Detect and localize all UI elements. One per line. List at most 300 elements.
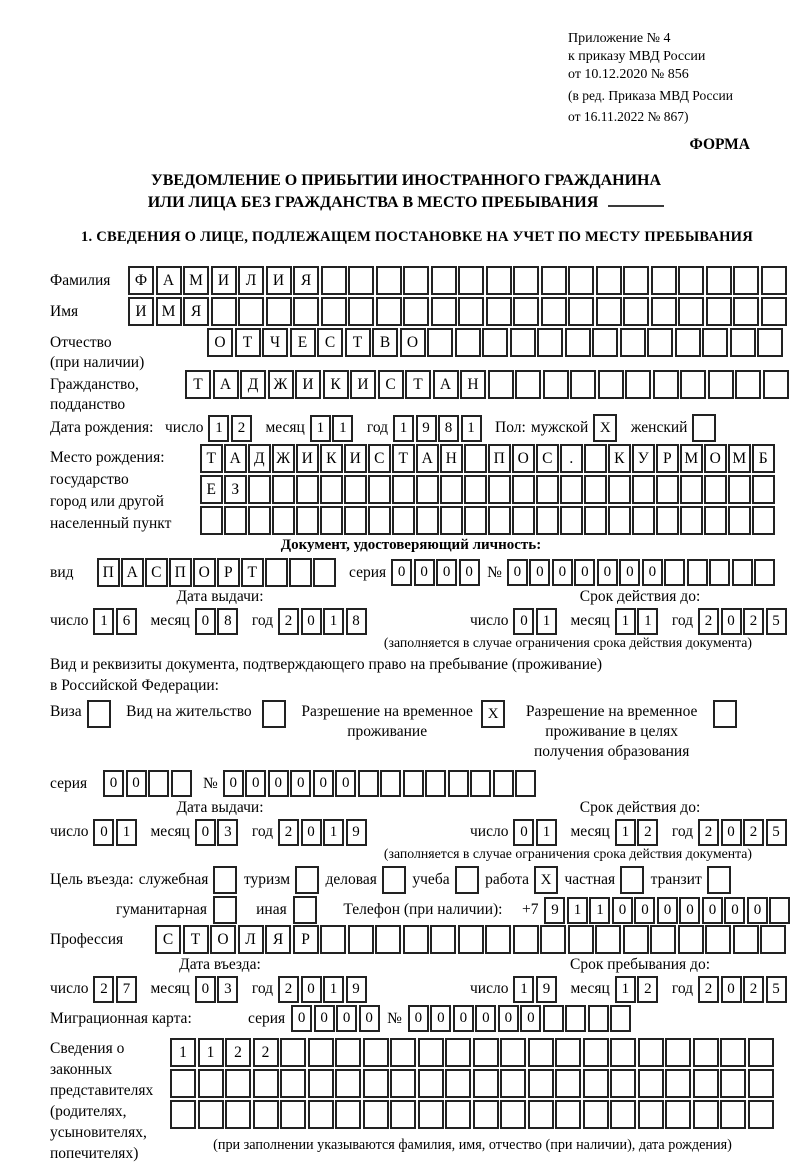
doc-number-cell[interactable] <box>709 559 730 586</box>
temp-residence-checkbox[interactable] <box>481 700 507 728</box>
surname-cell[interactable] <box>321 266 347 295</box>
profession-cell[interactable] <box>760 925 786 954</box>
phone-cell[interactable]: 1 <box>567 897 588 924</box>
firstname-cell[interactable] <box>651 297 677 326</box>
residence-number-cells[interactable] <box>223 770 538 797</box>
birthplace-cell[interactable]: К <box>608 444 631 473</box>
stay-year-cell[interactable]: 0 <box>721 976 742 1003</box>
patronymic-cell[interactable]: Т <box>235 328 261 357</box>
representatives-cell[interactable] <box>610 1100 636 1129</box>
residence-expiry-day-cell[interactable]: 1 <box>536 819 557 846</box>
profession-cell[interactable]: Я <box>265 925 291 954</box>
patronymic-cell[interactable] <box>592 328 618 357</box>
residence-issue-day-cells[interactable] <box>93 819 138 846</box>
birthplace-cell[interactable] <box>704 506 727 535</box>
firstname-cell[interactable] <box>596 297 622 326</box>
firstname-cell[interactable] <box>293 297 319 326</box>
expiry-year-cell[interactable]: 2 <box>743 608 764 635</box>
surname-cell[interactable] <box>376 266 402 295</box>
birthplace-cell[interactable] <box>584 444 607 473</box>
firstname-cell[interactable] <box>678 297 704 326</box>
purpose-tourism-box[interactable] <box>295 866 319 894</box>
residence-number-cell[interactable]: 0 <box>245 770 266 797</box>
birthplace-cell[interactable] <box>752 506 775 535</box>
residence-expiry-year-cell[interactable]: 2 <box>743 819 764 846</box>
birthplace-cell[interactable] <box>536 506 559 535</box>
issue-year-cell[interactable]: 8 <box>346 608 367 635</box>
birthplace-cell[interactable] <box>560 506 583 535</box>
representatives-cell[interactable] <box>665 1069 691 1098</box>
residence-issue-day-cell[interactable]: 0 <box>93 819 114 846</box>
firstname-cell[interactable]: М <box>156 297 182 326</box>
surname-cell[interactable]: Я <box>293 266 319 295</box>
phone-cell[interactable]: 0 <box>679 897 700 924</box>
representatives-cell[interactable]: 1 <box>170 1038 196 1067</box>
surname-cell[interactable] <box>541 266 567 295</box>
birthplace-cell[interactable] <box>704 475 727 504</box>
stay-year-cells[interactable] <box>698 976 788 1003</box>
phone-cell[interactable]: 0 <box>702 897 723 924</box>
citizenship-cell[interactable] <box>763 370 789 399</box>
representatives-cell[interactable] <box>638 1100 664 1129</box>
birthplace-cell[interactable]: З <box>224 475 247 504</box>
firstname-cell[interactable] <box>403 297 429 326</box>
migration-number-cells[interactable] <box>408 1005 633 1032</box>
phone-cell[interactable]: 9 <box>544 897 565 924</box>
residence-issue-year-cell[interactable]: 1 <box>323 819 344 846</box>
profession-cell[interactable] <box>430 925 456 954</box>
residence-series-cell[interactable] <box>171 770 192 797</box>
issue-day-cell[interactable]: 1 <box>93 608 114 635</box>
visa-box[interactable] <box>87 700 111 728</box>
birthplace-cells-row2[interactable] <box>200 475 776 505</box>
sex-female-box[interactable] <box>692 414 716 442</box>
profession-cells[interactable] <box>155 925 788 954</box>
citizenship-cell[interactable]: Т <box>405 370 431 399</box>
birthplace-cell[interactable] <box>656 475 679 504</box>
birthplace-cell[interactable] <box>728 475 751 504</box>
representatives-cell[interactable] <box>198 1100 224 1129</box>
doc-number-cell[interactable]: 0 <box>597 559 618 586</box>
migration-number-cell[interactable]: 0 <box>520 1005 541 1032</box>
doc-kind-cell[interactable] <box>313 558 336 587</box>
residence-number-cell[interactable] <box>515 770 536 797</box>
representatives-cell[interactable] <box>528 1100 554 1129</box>
residence-number-cell[interactable] <box>358 770 379 797</box>
representatives-cell[interactable] <box>308 1100 334 1129</box>
doc-kind-cell[interactable]: П <box>97 558 120 587</box>
profession-cell[interactable] <box>705 925 731 954</box>
residence-number-cell[interactable] <box>380 770 401 797</box>
entry-year-cell[interactable]: 2 <box>278 976 299 1003</box>
doc-number-cell[interactable]: 0 <box>642 559 663 586</box>
surname-cell[interactable] <box>623 266 649 295</box>
doc-kind-cell[interactable]: Р <box>217 558 240 587</box>
representatives-cell[interactable] <box>610 1038 636 1067</box>
migration-series-cells[interactable] <box>291 1005 381 1032</box>
birthplace-cell[interactable] <box>272 475 295 504</box>
doc-number-cell[interactable] <box>664 559 685 586</box>
representatives-cell[interactable] <box>528 1038 554 1067</box>
stay-year-cell[interactable]: 5 <box>766 976 787 1003</box>
birthplace-cell[interactable] <box>440 506 463 535</box>
representatives-cell[interactable] <box>445 1069 471 1098</box>
purpose-business-box[interactable] <box>382 866 406 894</box>
migration-series-cell[interactable]: 0 <box>291 1005 312 1032</box>
birthplace-cells-row3[interactable] <box>200 506 776 536</box>
birthplace-cell[interactable] <box>416 475 439 504</box>
representatives-cell[interactable] <box>390 1069 416 1098</box>
representatives-cell[interactable] <box>418 1069 444 1098</box>
surname-cell[interactable] <box>761 266 787 295</box>
birthplace-cell[interactable] <box>440 475 463 504</box>
birthplace-cell[interactable] <box>320 506 343 535</box>
representatives-cell[interactable] <box>473 1038 499 1067</box>
representatives-cell[interactable] <box>610 1069 636 1098</box>
birth-month-cell[interactable]: 1 <box>332 415 353 442</box>
representatives-cell[interactable] <box>638 1069 664 1098</box>
expiry-year-cell[interactable]: 0 <box>721 608 742 635</box>
representatives-cell[interactable] <box>638 1038 664 1067</box>
birthplace-cell[interactable] <box>632 506 655 535</box>
surname-cell[interactable] <box>568 266 594 295</box>
representatives-cell[interactable] <box>335 1069 361 1098</box>
residence-issue-month-cell[interactable]: 0 <box>195 819 216 846</box>
surname-cell[interactable] <box>348 266 374 295</box>
doc-number-cell[interactable]: 0 <box>574 559 595 586</box>
doc-kind-cells[interactable] <box>97 558 337 587</box>
citizenship-cell[interactable]: А <box>213 370 239 399</box>
patronymic-cell[interactable] <box>620 328 646 357</box>
doc-series-cell[interactable]: 0 <box>414 559 435 586</box>
phone-cell[interactable]: 0 <box>612 897 633 924</box>
birthplace-cell[interactable] <box>368 475 391 504</box>
sex-male-box[interactable]: X <box>593 414 617 442</box>
surname-cell[interactable] <box>458 266 484 295</box>
citizenship-cell[interactable]: И <box>350 370 376 399</box>
birthplace-cell[interactable] <box>608 506 631 535</box>
birthplace-cell[interactable] <box>680 506 703 535</box>
representatives-cell[interactable] <box>445 1100 471 1129</box>
representatives-cell[interactable]: 1 <box>198 1038 224 1067</box>
representatives-cell[interactable] <box>555 1100 581 1129</box>
profession-cell[interactable] <box>650 925 676 954</box>
firstname-cell[interactable] <box>623 297 649 326</box>
citizenship-cells[interactable] <box>185 370 790 399</box>
purpose-business-checkbox[interactable] <box>382 866 408 894</box>
residence-expiry-month-cell[interactable]: 2 <box>637 819 658 846</box>
patronymic-cell[interactable] <box>455 328 481 357</box>
patronymic-cell[interactable] <box>675 328 701 357</box>
residence-issue-year-cell[interactable]: 9 <box>346 819 367 846</box>
birthplace-cell[interactable]: И <box>296 444 319 473</box>
migration-number-cell[interactable] <box>610 1005 631 1032</box>
profession-cell[interactable] <box>513 925 539 954</box>
profession-cell[interactable]: Р <box>293 925 319 954</box>
representatives-cell[interactable] <box>363 1038 389 1067</box>
phone-cells[interactable] <box>544 897 792 924</box>
firstname-cell[interactable] <box>513 297 539 326</box>
phone-cell[interactable]: 0 <box>747 897 768 924</box>
representatives-cell[interactable] <box>418 1038 444 1067</box>
birthplace-cell[interactable] <box>536 475 559 504</box>
representatives-cell[interactable] <box>225 1100 251 1129</box>
surname-cell[interactable] <box>733 266 759 295</box>
purpose-official-box[interactable] <box>213 866 237 894</box>
surname-cell[interactable] <box>706 266 732 295</box>
profession-cell[interactable] <box>595 925 621 954</box>
residence-series-cell[interactable] <box>148 770 169 797</box>
representatives-cell[interactable] <box>363 1100 389 1129</box>
expiry-month-cells[interactable] <box>615 608 660 635</box>
entry-year-cell[interactable]: 0 <box>301 976 322 1003</box>
profession-cell[interactable] <box>568 925 594 954</box>
expiry-day-cell[interactable]: 0 <box>513 608 534 635</box>
stay-day-cell[interactable]: 9 <box>536 976 557 1003</box>
birthplace-cell[interactable] <box>296 475 319 504</box>
patronymic-cell[interactable] <box>510 328 536 357</box>
purpose-other-checkbox[interactable] <box>293 896 319 924</box>
citizenship-cell[interactable] <box>680 370 706 399</box>
representatives-cell[interactable] <box>555 1069 581 1098</box>
representatives-cell[interactable] <box>390 1038 416 1067</box>
patronymic-cell[interactable] <box>702 328 728 357</box>
birth-year-cell[interactable]: 1 <box>461 415 482 442</box>
residence-issue-day-cell[interactable]: 1 <box>116 819 137 846</box>
migration-series-cell[interactable]: 0 <box>359 1005 380 1032</box>
representatives-cell[interactable] <box>720 1038 746 1067</box>
citizenship-cell[interactable]: А <box>433 370 459 399</box>
representatives-cell[interactable] <box>335 1038 361 1067</box>
birthplace-cell[interactable] <box>248 475 271 504</box>
migration-number-cell[interactable]: 0 <box>475 1005 496 1032</box>
firstname-cell[interactable] <box>706 297 732 326</box>
visa-checkbox[interactable] <box>87 700 113 728</box>
doc-number-cell[interactable] <box>754 559 775 586</box>
profession-cell[interactable] <box>320 925 346 954</box>
residence-number-cell[interactable]: 0 <box>290 770 311 797</box>
citizenship-cell[interactable]: Н <box>460 370 486 399</box>
profession-cell[interactable] <box>403 925 429 954</box>
citizenship-cell[interactable] <box>625 370 651 399</box>
surname-cell[interactable]: Л <box>238 266 264 295</box>
surname-cell[interactable] <box>596 266 622 295</box>
doc-kind-cell[interactable]: С <box>145 558 168 587</box>
purpose-tourism-checkbox[interactable] <box>295 866 321 894</box>
birthplace-cell[interactable] <box>488 506 511 535</box>
doc-kind-cell[interactable]: А <box>121 558 144 587</box>
profession-cell[interactable]: О <box>210 925 236 954</box>
expiry-year-cells[interactable] <box>698 608 788 635</box>
doc-kind-cell[interactable]: Т <box>241 558 264 587</box>
birthplace-cell[interactable]: Т <box>200 444 223 473</box>
stay-year-cell[interactable]: 2 <box>698 976 719 1003</box>
stay-month-cell[interactable]: 2 <box>637 976 658 1003</box>
firstname-cell[interactable] <box>733 297 759 326</box>
representatives-cell[interactable]: 2 <box>253 1038 279 1067</box>
patronymic-cell[interactable]: Т <box>345 328 371 357</box>
issue-year-cells[interactable] <box>278 608 368 635</box>
entry-day-cell[interactable]: 7 <box>116 976 137 1003</box>
firstname-cell[interactable]: Я <box>183 297 209 326</box>
citizenship-cell[interactable] <box>570 370 596 399</box>
birthplace-cell[interactable] <box>392 506 415 535</box>
birthplace-cell[interactable] <box>656 506 679 535</box>
surname-cell[interactable]: М <box>183 266 209 295</box>
representatives-cell[interactable] <box>335 1100 361 1129</box>
birthplace-cell[interactable] <box>464 444 487 473</box>
purpose-study-box[interactable] <box>455 866 479 894</box>
migration-number-cell[interactable]: 0 <box>408 1005 429 1032</box>
profession-cell[interactable]: С <box>155 925 181 954</box>
stay-month-cells[interactable] <box>615 976 660 1003</box>
doc-number-cell[interactable]: 0 <box>619 559 640 586</box>
representatives-cell[interactable] <box>280 1069 306 1098</box>
profession-cell[interactable] <box>678 925 704 954</box>
doc-kind-cell[interactable]: П <box>169 558 192 587</box>
phone-cell[interactable] <box>769 897 790 924</box>
representatives-cells-row2[interactable] <box>170 1069 775 1100</box>
representatives-cell[interactable] <box>583 1069 609 1098</box>
representatives-cell[interactable] <box>170 1069 196 1098</box>
firstname-cell[interactable] <box>266 297 292 326</box>
patronymic-cell[interactable]: Ч <box>262 328 288 357</box>
temp-residence-box[interactable]: X <box>481 700 505 728</box>
residence-series-cell[interactable]: 0 <box>103 770 124 797</box>
residence-number-cell[interactable]: 0 <box>335 770 356 797</box>
birthplace-cell[interactable]: И <box>344 444 367 473</box>
representatives-cell[interactable] <box>720 1069 746 1098</box>
representatives-cell[interactable] <box>720 1100 746 1129</box>
birthplace-cell[interactable] <box>584 506 607 535</box>
purpose-humanitarian-checkbox[interactable] <box>213 896 239 924</box>
birthplace-cell[interactable] <box>248 506 271 535</box>
birthplace-cell[interactable]: О <box>704 444 727 473</box>
phone-cell[interactable]: 1 <box>589 897 610 924</box>
representatives-cell[interactable] <box>748 1069 774 1098</box>
birthplace-cell[interactable] <box>608 475 631 504</box>
profession-cell[interactable] <box>623 925 649 954</box>
issue-day-cells[interactable] <box>93 608 138 635</box>
residence-issue-year-cells[interactable] <box>278 819 368 846</box>
sex-male-checkbox[interactable] <box>593 414 619 442</box>
birthplace-cell[interactable]: А <box>416 444 439 473</box>
doc-series-cell[interactable]: 0 <box>391 559 412 586</box>
representatives-cell[interactable] <box>225 1069 251 1098</box>
doc-number-cell[interactable]: 0 <box>507 559 528 586</box>
patronymic-cell[interactable]: О <box>207 328 233 357</box>
patronymic-cell[interactable] <box>565 328 591 357</box>
residence-number-cell[interactable]: 0 <box>313 770 334 797</box>
firstname-cell[interactable] <box>568 297 594 326</box>
birth-year-cell[interactable]: 1 <box>393 415 414 442</box>
patronymic-cell[interactable] <box>730 328 756 357</box>
birthplace-cell[interactable]: Н <box>440 444 463 473</box>
representatives-cell[interactable] <box>583 1038 609 1067</box>
birthplace-cell[interactable]: Д <box>248 444 271 473</box>
birthplace-cell[interactable]: П <box>488 444 511 473</box>
residence-number-cell[interactable] <box>493 770 514 797</box>
residence-number-cell[interactable]: 0 <box>268 770 289 797</box>
firstname-cells[interactable] <box>128 297 788 326</box>
surname-cell[interactable]: И <box>266 266 292 295</box>
migration-series-cell[interactable]: 0 <box>336 1005 357 1032</box>
patronymic-cell[interactable]: С <box>317 328 343 357</box>
birthplace-cell[interactable]: Р <box>656 444 679 473</box>
citizenship-cell[interactable] <box>515 370 541 399</box>
doc-kind-cell[interactable] <box>265 558 288 587</box>
citizenship-cell[interactable]: К <box>323 370 349 399</box>
doc-number-cells[interactable] <box>507 559 777 586</box>
firstname-cell[interactable]: И <box>128 297 154 326</box>
issue-year-cell[interactable]: 1 <box>323 608 344 635</box>
birthplace-cell[interactable]: О <box>512 444 535 473</box>
birthplace-cell[interactable] <box>752 475 775 504</box>
profession-cell[interactable] <box>458 925 484 954</box>
patronymic-cell[interactable]: О <box>400 328 426 357</box>
birthplace-cell[interactable]: У <box>632 444 655 473</box>
residence-expiry-year-cell[interactable]: 2 <box>698 819 719 846</box>
doc-series-cell[interactable]: 0 <box>436 559 457 586</box>
entry-year-cells[interactable] <box>278 976 368 1003</box>
firstname-cell[interactable] <box>211 297 237 326</box>
citizenship-cell[interactable]: Д <box>240 370 266 399</box>
citizenship-cell[interactable] <box>598 370 624 399</box>
profession-cell[interactable] <box>733 925 759 954</box>
firstname-cell[interactable] <box>376 297 402 326</box>
birthplace-cell[interactable] <box>272 506 295 535</box>
issue-month-cells[interactable] <box>195 608 240 635</box>
residence-number-cell[interactable] <box>448 770 469 797</box>
birthplace-cell[interactable]: Ж <box>272 444 295 473</box>
firstname-cell[interactable] <box>761 297 787 326</box>
representatives-cell[interactable] <box>693 1069 719 1098</box>
expiry-day-cells[interactable] <box>513 608 558 635</box>
migration-number-cell[interactable]: 0 <box>498 1005 519 1032</box>
representatives-cell[interactable] <box>665 1038 691 1067</box>
citizenship-cell[interactable]: И <box>295 370 321 399</box>
birthplace-cell[interactable]: А <box>224 444 247 473</box>
residence-expiry-month-cells[interactable] <box>615 819 660 846</box>
temp-residence-education-checkbox[interactable] <box>713 700 739 728</box>
surname-cell[interactable]: И <box>211 266 237 295</box>
birthplace-cell[interactable] <box>464 475 487 504</box>
citizenship-cell[interactable] <box>653 370 679 399</box>
birthplace-cell[interactable] <box>560 475 583 504</box>
representatives-cell[interactable] <box>363 1069 389 1098</box>
representatives-cell[interactable] <box>198 1069 224 1098</box>
purpose-transit-checkbox[interactable] <box>707 866 733 894</box>
profession-cell[interactable]: Т <box>183 925 209 954</box>
migration-number-cell[interactable]: 0 <box>430 1005 451 1032</box>
representatives-cell[interactable] <box>500 1038 526 1067</box>
firstname-cell[interactable] <box>348 297 374 326</box>
birthplace-cell[interactable] <box>200 506 223 535</box>
birthplace-cell[interactable] <box>632 475 655 504</box>
birthplace-cell[interactable] <box>584 475 607 504</box>
surname-cell[interactable]: А <box>156 266 182 295</box>
birthplace-cell[interactable]: . <box>560 444 583 473</box>
representatives-cell[interactable] <box>280 1100 306 1129</box>
residence-number-cell[interactable] <box>425 770 446 797</box>
doc-series-cell[interactable]: 0 <box>459 559 480 586</box>
surname-cell[interactable]: Ф <box>128 266 154 295</box>
issue-year-cell[interactable]: 2 <box>278 608 299 635</box>
phone-cell[interactable]: 0 <box>657 897 678 924</box>
phone-cell[interactable]: 0 <box>724 897 745 924</box>
residence-number-cell[interactable] <box>470 770 491 797</box>
representatives-cell[interactable]: 2 <box>225 1038 251 1067</box>
